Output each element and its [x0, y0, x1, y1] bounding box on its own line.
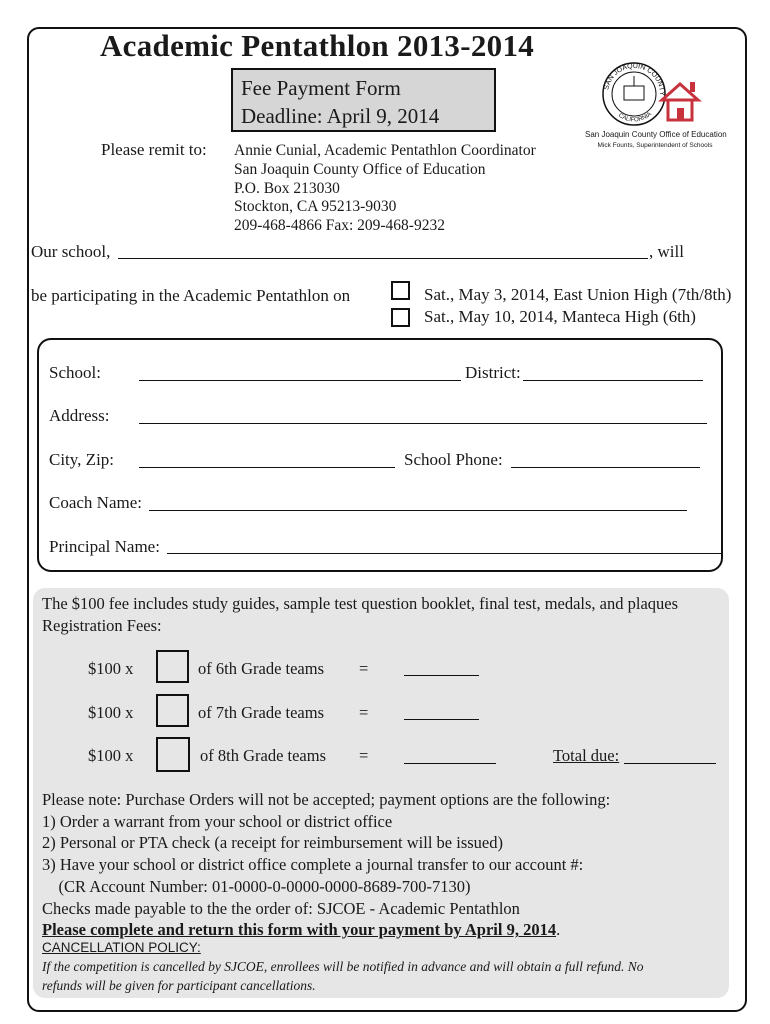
will-label: , will [649, 242, 684, 261]
district-label: District: [465, 363, 521, 382]
address-line: P.O. Box 213030 [234, 179, 340, 197]
address-line: Stockton, CA 95213-9030 [234, 198, 397, 216]
city-zip-label: City, Zip: [49, 450, 115, 469]
fee-price: $100 x [88, 746, 134, 765]
grade7-amount-field[interactable] [404, 719, 479, 720]
return-period: . [556, 920, 561, 940]
note-line: (CR Account Number: 01-0000-0-0000-0000-8689-700-7130) [42, 876, 471, 896]
total-due-field[interactable] [624, 763, 716, 764]
participating-label: be participating in the Academic Pentathlon on [31, 286, 351, 305]
address-field[interactable] [139, 423, 707, 424]
date1-checkbox[interactable] [391, 281, 410, 300]
grade8-amount-field[interactable] [404, 763, 496, 764]
coach-field[interactable] [149, 510, 687, 511]
our-school-field[interactable] [118, 258, 648, 259]
total-due-label: Total due: [553, 746, 620, 765]
our-school-label: Our school, [31, 242, 111, 261]
remit-address [234, 142, 536, 236]
district-field[interactable] [523, 380, 703, 381]
county-seal-logo [600, 60, 710, 137]
cancellation-line: refunds will be given for participant cancellations. [42, 978, 316, 993]
principal-field[interactable] [167, 553, 722, 554]
address-label: Address: [49, 406, 110, 425]
note-line: 2) Personal or PTA check (a receipt for reimbursement will be issued) [42, 833, 503, 853]
cancellation-text [42, 957, 644, 995]
fee-includes: The $100 fee includes study guides, sample test question booklet, final test, medals, and plaques [42, 594, 679, 613]
date1-label: Sat., May 3, 2014, East Union High (7th/8th) [424, 285, 732, 304]
seal-text-bottom: CALIFORNIA [617, 111, 653, 124]
fee-form-title: Fee Payment Form [241, 76, 401, 100]
cancellation-line: If the competition is cancelled by SJCOE, enrollees will be notified in advance and will obtain a full refund. No [42, 959, 644, 974]
note-line: 3) Have your school or district office complete a journal transfer to our account #: [42, 855, 584, 875]
fee-form-box [231, 68, 496, 132]
return-note: Please complete and return this form with your payment by April 9, 2014 [42, 920, 557, 940]
return-line [42, 919, 610, 941]
school-field[interactable] [139, 380, 461, 381]
grade6-label: of 6th Grade teams [198, 659, 324, 678]
address-line: San Joaquin County Office of Education [234, 160, 486, 178]
principal-label: Principal Name: [49, 537, 160, 556]
fee-price: $100 x [88, 659, 134, 678]
school-label: School: [49, 363, 101, 382]
note-line: Checks made payable to the the order of: SJCOE - Academic Pentathlon [42, 898, 520, 918]
payment-notes [42, 789, 610, 941]
note-line: Please note: Purchase Orders will not be accepted; payment options are the following: [42, 790, 611, 809]
equals-sign: = [359, 659, 369, 678]
deadline: Deadline: April 9, 2014 [241, 104, 440, 128]
registration-fees-label: Registration Fees: [42, 616, 162, 635]
org-name: San Joaquin County Office of Education [585, 130, 727, 139]
seal-text-top: SAN JOAQUIN COUNTY [603, 62, 666, 96]
address-line: Annie Cunial, Academic Pentathlon Coordinator [234, 142, 536, 159]
address-line: 209-468-4866 Fax: 209-468-9232 [234, 217, 445, 235]
page-title: Academic Pentathlon 2013-2014 [100, 28, 535, 63]
fee-price: $100 x [88, 703, 134, 722]
school-phone-label: School Phone: [404, 450, 503, 469]
superintendent: Mick Founts, Superintendent of Schools [597, 142, 713, 149]
grade6-amount-field[interactable] [404, 675, 479, 676]
cancellation-heading: CANCELLATION POLICY: [42, 940, 201, 955]
grade8-count-box[interactable] [156, 737, 190, 772]
city-zip-field[interactable] [139, 467, 395, 468]
date2-checkbox[interactable] [391, 308, 410, 327]
grade7-count-box[interactable] [156, 694, 189, 727]
grade8-label: of 8th Grade teams [200, 746, 326, 765]
equals-sign: = [359, 746, 369, 765]
note-line: 1) Order a warrant from your school or district office [42, 811, 393, 831]
equals-sign: = [359, 703, 369, 722]
grade7-label: of 7th Grade teams [198, 703, 324, 722]
date2-label: Sat., May 10, 2014, Manteca High (6th) [424, 307, 696, 326]
grade6-count-box[interactable] [156, 650, 189, 683]
school-phone-field[interactable] [511, 467, 700, 468]
coach-label: Coach Name: [49, 493, 142, 512]
remit-label: Please remit to: [101, 140, 207, 159]
